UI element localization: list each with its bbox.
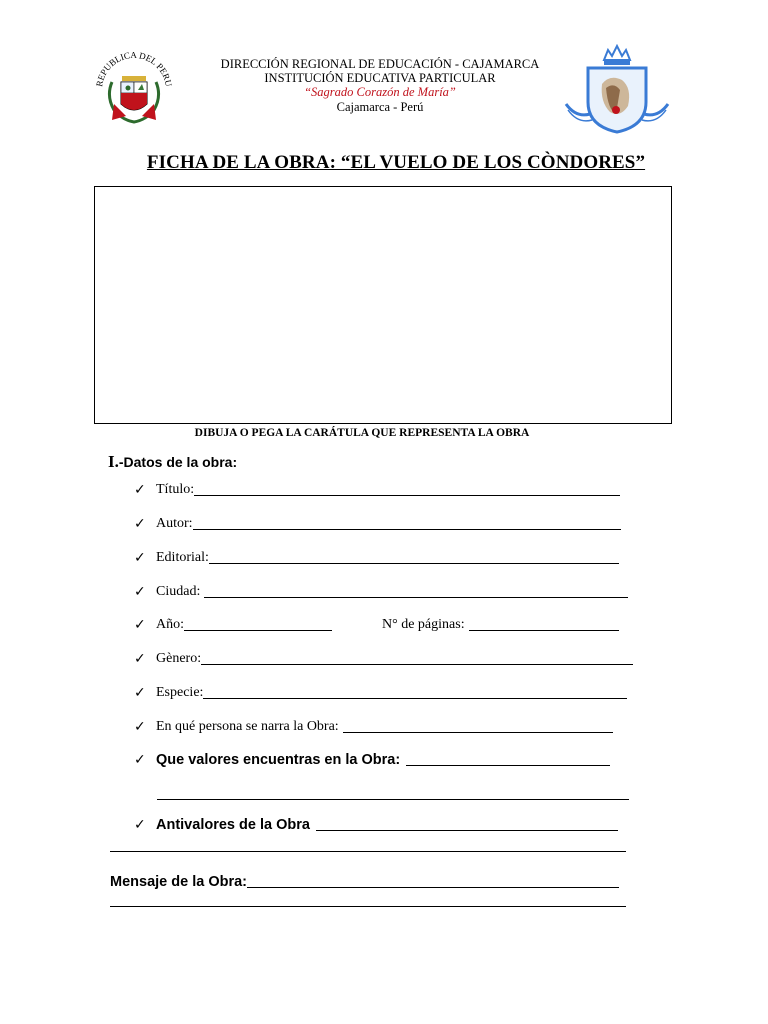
genero-blank[interactable]: [201, 650, 633, 665]
check-icon: ✓: [134, 651, 146, 667]
check-icon: ✓: [134, 719, 146, 735]
school-crest-logo: [562, 44, 672, 136]
field-label: Mensaje de la Obra:: [110, 874, 247, 890]
field-label: Que valores encuentras en la Obra:: [156, 752, 401, 768]
especie-blank[interactable]: [203, 684, 627, 699]
field-mensaje: [110, 872, 619, 890]
section-label: -Datos de la obra:: [118, 454, 238, 470]
antivalores-blank-line-2[interactable]: [110, 851, 626, 852]
cover-drawing-area[interactable]: [94, 186, 672, 424]
field-genero: [134, 649, 633, 667]
check-icon: ✓: [134, 516, 146, 532]
mensaje-blank[interactable]: [247, 873, 619, 888]
check-icon: ✓: [134, 685, 146, 701]
field-paginas: [382, 615, 619, 633]
mensaje-blank-line-2[interactable]: [110, 906, 626, 907]
autor-blank[interactable]: [193, 515, 621, 530]
antivalores-blank[interactable]: [316, 816, 618, 831]
field-valores: [134, 750, 610, 768]
field-label: N° de páginas:: [382, 617, 465, 632]
field-label: Título:: [156, 482, 195, 497]
header-line-4: Cajamarca - Perú: [336, 100, 424, 114]
check-icon: ✓: [134, 550, 146, 566]
field-editorial: [134, 548, 619, 566]
field-label: Autor:: [156, 516, 193, 531]
field-label: Antivalores de la Obra: [156, 817, 310, 833]
ciudad-blank[interactable]: [204, 583, 628, 598]
paginas-blank[interactable]: [469, 616, 619, 631]
field-label: Especie:: [156, 685, 204, 700]
peru-coat-of-arms-logo: [92, 46, 176, 130]
field-autor: [134, 514, 621, 532]
header-line-1: DIRECCIÓN REGIONAL DE EDUCACIÓN - CAJAMARCA: [220, 57, 540, 71]
field-label: En qué persona se narra la Obra:: [156, 719, 339, 734]
field-antivalores: [134, 815, 618, 833]
persona-blank[interactable]: [343, 718, 613, 733]
check-icon: ✓: [134, 617, 146, 633]
valores-blank-line-2[interactable]: [157, 799, 629, 800]
field-anio: [134, 615, 332, 633]
check-icon: ✓: [134, 482, 146, 498]
cover-caption: DIBUJA O PEGA LA CARÁTULA QUE REPRESENTA LA OBRA: [194, 427, 530, 439]
check-icon: ✓: [134, 817, 146, 833]
editorial-blank[interactable]: [209, 549, 619, 564]
field-label: Gènero:: [156, 651, 202, 666]
field-especie: [134, 683, 627, 701]
check-icon: ✓: [134, 584, 146, 600]
section-number: I.: [108, 452, 119, 471]
field-titulo: [134, 480, 620, 498]
field-label: Ciudad:: [156, 584, 201, 599]
seal-text: REPUBLICA DEL PERU: [94, 49, 174, 88]
header-line-3: “Sagrado Corazón de María”: [304, 85, 456, 99]
page-title: FICHA DE LA OBRA: “EL VUELO DE LOS CÒNDORES”: [146, 152, 646, 173]
check-icon: ✓: [134, 752, 146, 768]
field-persona: [134, 717, 613, 735]
field-label: Editorial:: [156, 550, 209, 565]
anio-blank[interactable]: [184, 616, 332, 631]
header-line-2: INSTITUCIÓN EDUCATIVA PARTICULAR: [264, 71, 496, 85]
field-label: Año:: [156, 617, 184, 632]
field-ciudad: [134, 582, 628, 600]
titulo-blank[interactable]: [194, 481, 620, 496]
valores-blank[interactable]: [406, 751, 610, 766]
section-heading: [108, 452, 237, 472]
